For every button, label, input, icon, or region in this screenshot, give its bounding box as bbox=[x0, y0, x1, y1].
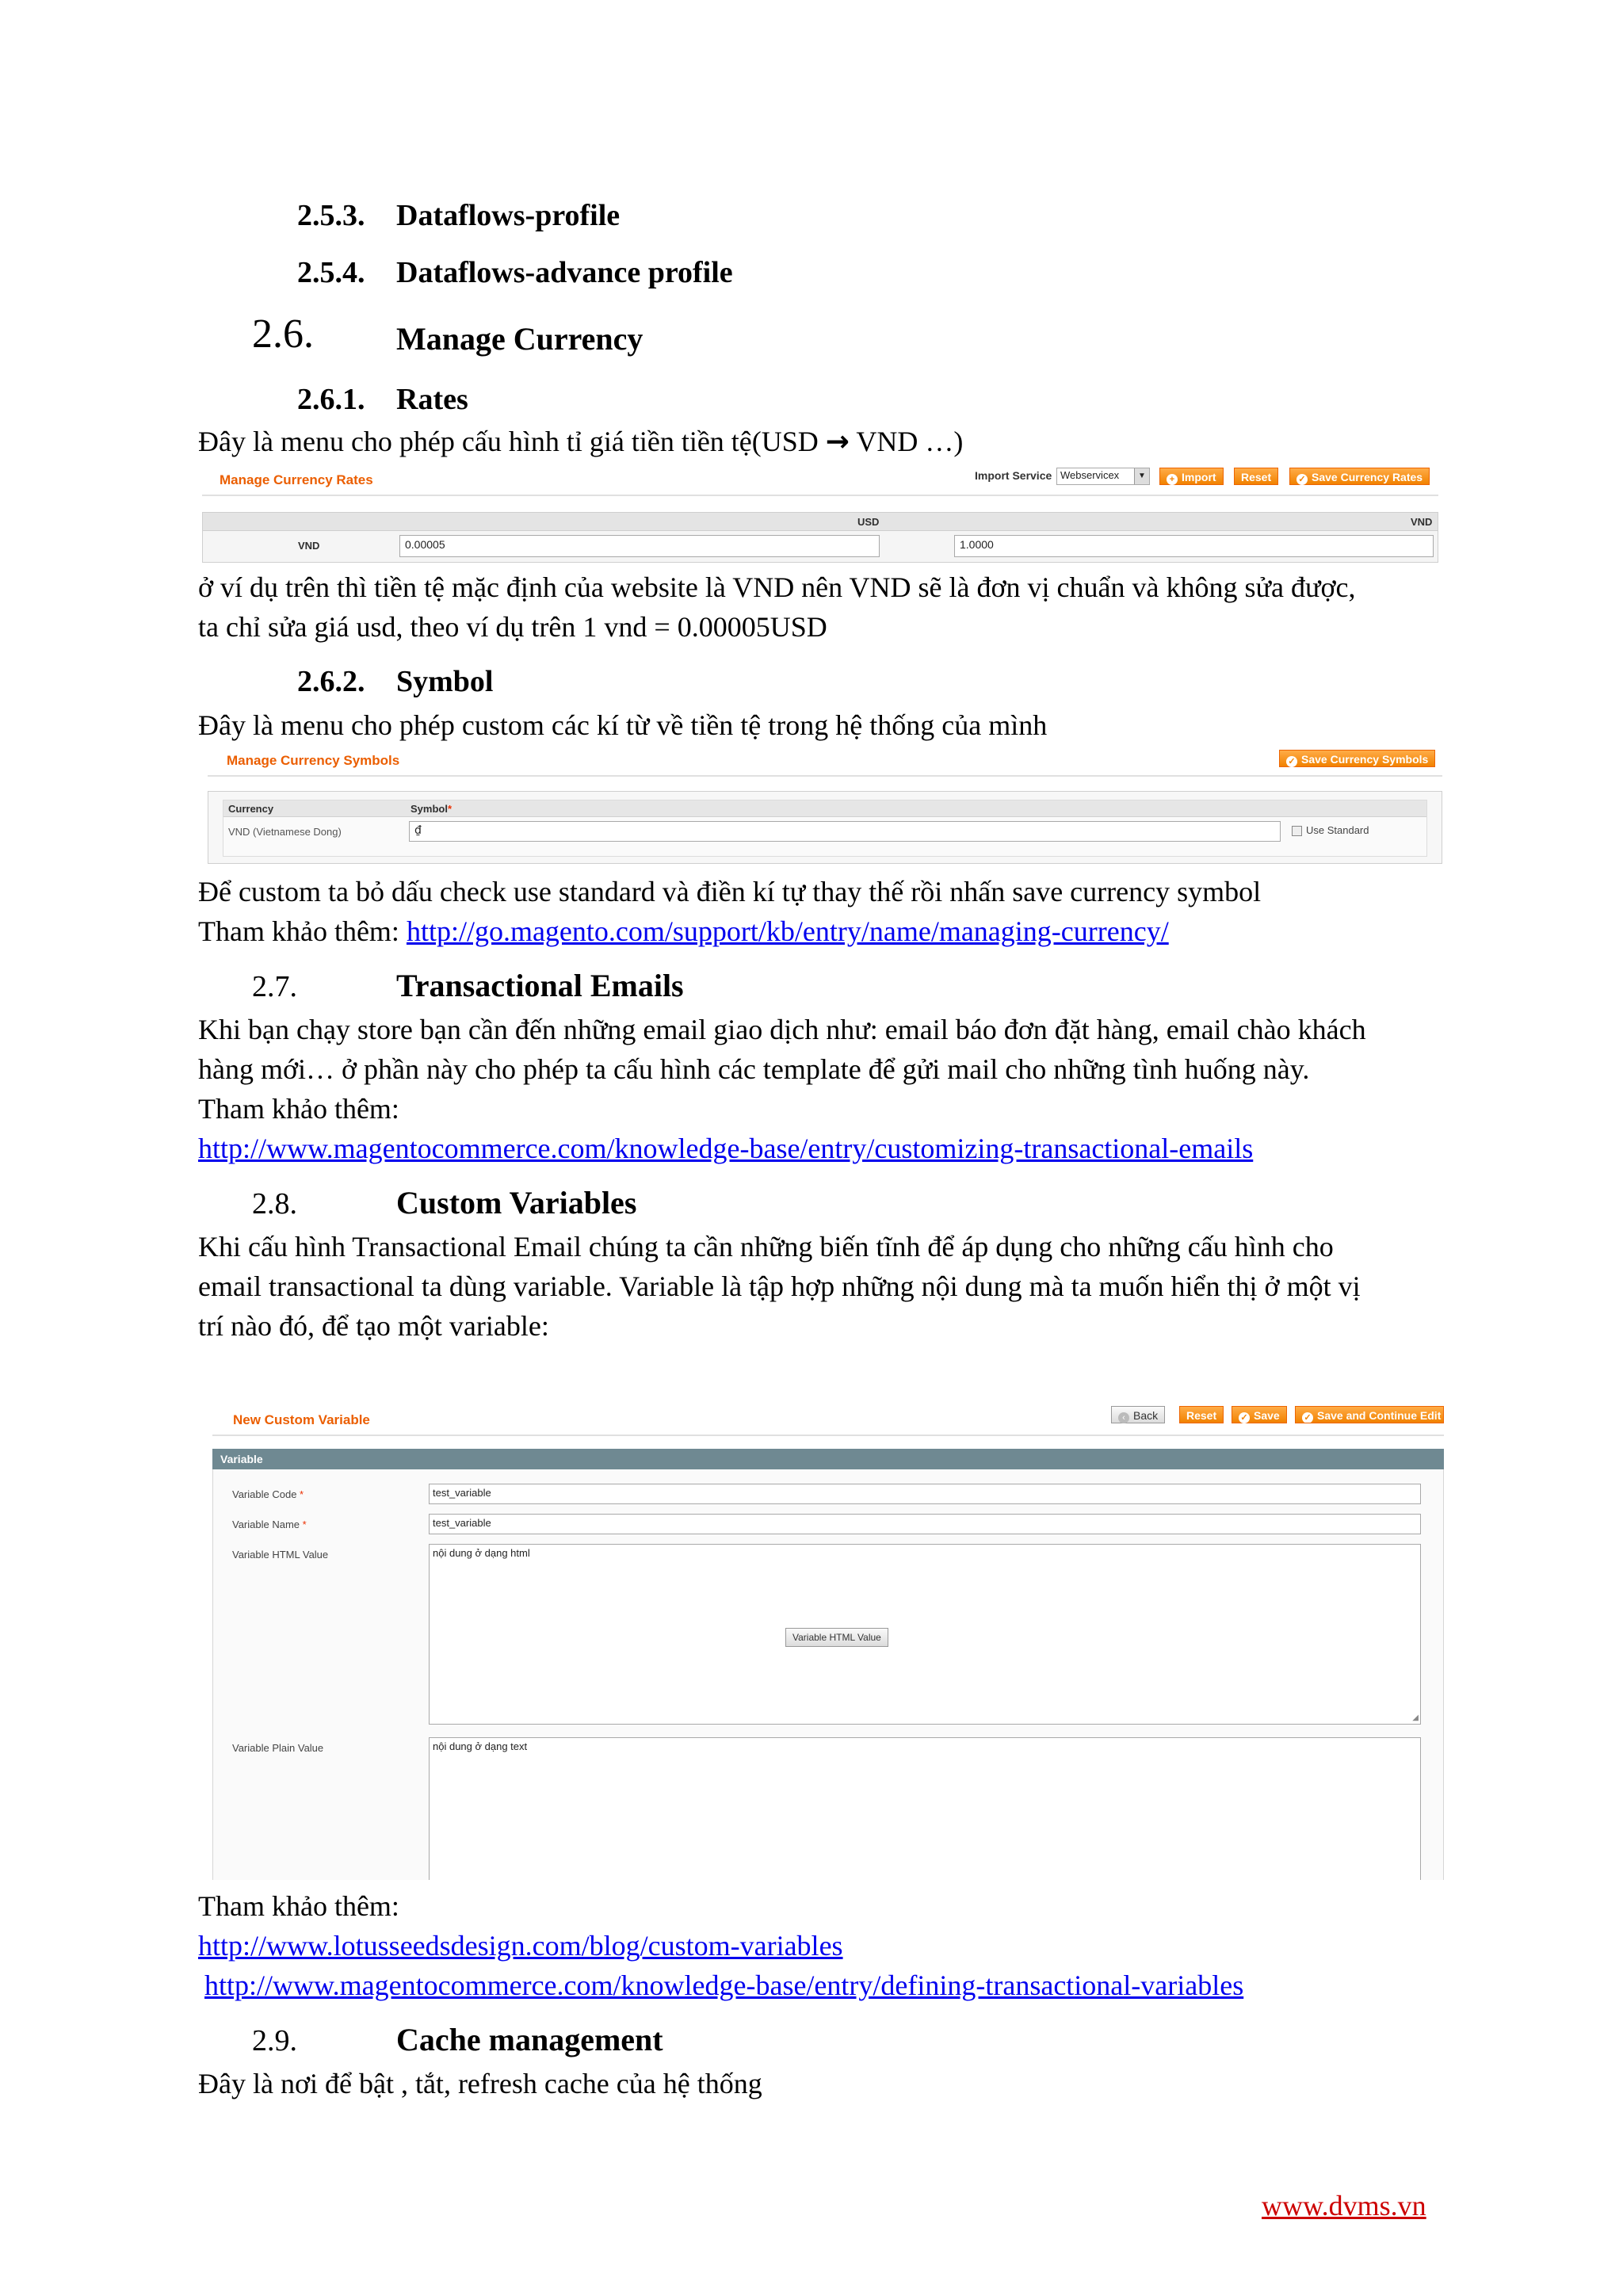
divider bbox=[202, 495, 1438, 496]
reset-button-label: Reset bbox=[1186, 1409, 1217, 1422]
symbols-inner bbox=[223, 800, 1427, 857]
html-button-label: Variable HTML Value bbox=[792, 1632, 881, 1643]
variable-plain-textarea[interactable] bbox=[429, 1737, 1421, 1880]
symbol-value: ₫ bbox=[414, 824, 422, 837]
heading-2-5-4 bbox=[297, 255, 733, 290]
required-mark: * bbox=[447, 803, 453, 815]
section-number: 2.9. bbox=[252, 2024, 297, 2057]
rates-intro-text-end: VND …) bbox=[856, 426, 964, 457]
section-title: Dataflows-advance profile bbox=[396, 256, 733, 289]
label-text: Variable Code bbox=[232, 1488, 297, 1500]
save-currency-rates-button[interactable] bbox=[1289, 468, 1430, 485]
required-mark: * bbox=[300, 1488, 304, 1500]
section-title: Rates bbox=[396, 383, 468, 416]
back-button-label: Back bbox=[1133, 1409, 1159, 1422]
table-header bbox=[223, 800, 1426, 817]
transactional-text-line-1: Khi bạn chạy store bạn cần đến những email giao dịch như: email báo đơn đặt hàng, email chào khách bbox=[198, 1014, 1366, 1045]
variables-text-line-2: email transactional ta dùng variable. Variable là tập hợp những nội dung mà ta muốn hiển thị ở một vị bbox=[198, 1270, 1361, 1302]
section-number: 2.8. bbox=[252, 1187, 297, 1221]
section-number: 2.6.2. bbox=[297, 665, 365, 698]
vnd-rate-value: 1.0000 bbox=[960, 538, 994, 551]
back-arrow-icon: ‹ bbox=[1118, 1412, 1129, 1423]
symbol-note: Để custom ta bỏ dấu check use standard và điền kí tự thay thế rồi nhấn save currency symbol bbox=[198, 876, 1262, 907]
rates-table bbox=[202, 512, 1438, 563]
page-title: Manage Currency Symbols bbox=[227, 753, 400, 768]
custom-variables-link[interactable]: http://www.lotusseedsdesign.com/blog/custom-variables bbox=[198, 1930, 843, 1962]
column-header-currency: Currency bbox=[228, 803, 274, 815]
check-icon: ✓ bbox=[1302, 1412, 1313, 1423]
page-title: New Custom Variable bbox=[233, 1412, 370, 1427]
heading-2-6 bbox=[252, 311, 727, 357]
plus-icon: + bbox=[1167, 474, 1178, 485]
reference-label: Tham khảo thêm: bbox=[198, 915, 407, 947]
symbol-input[interactable] bbox=[409, 821, 1281, 842]
transactional-emails-link[interactable]: http://www.magentocommerce.com/knowledge-base/entry/customizing-transactional-emails bbox=[198, 1133, 1254, 1164]
symbol-header-text: Symbol bbox=[411, 803, 448, 815]
variable-html-value: nội dung ở dạng html bbox=[433, 1547, 530, 1559]
import-service-label: Import Service bbox=[975, 469, 1052, 482]
heading-2-8 bbox=[252, 1184, 886, 1221]
transactional-reference-label: Tham khảo thêm: bbox=[198, 1093, 399, 1125]
import-service-select[interactable] bbox=[1056, 468, 1150, 485]
section-number: 2.7. bbox=[252, 970, 297, 1003]
table-header bbox=[203, 513, 1438, 531]
variable-code-value: test_variable bbox=[433, 1487, 491, 1499]
currency-symbols-screenshot bbox=[208, 743, 1442, 864]
heading-2-6-2 bbox=[297, 664, 494, 699]
reset-button[interactable] bbox=[1179, 1406, 1224, 1423]
variables-reference-label: Tham khảo thêm: bbox=[198, 1890, 399, 1922]
section-title: Cache management bbox=[396, 2022, 663, 2057]
page-title: Manage Currency Rates bbox=[220, 472, 373, 487]
rates-note-line-1: ở ví dụ trên thì tiền tệ mặc định của website là VND nên VND sẽ là đơn vị chuẩn và không sửa được, bbox=[198, 571, 1356, 603]
new-custom-variable-screenshot bbox=[212, 1396, 1444, 1880]
variable-name-input[interactable] bbox=[429, 1514, 1421, 1534]
heading-2-5-3 bbox=[297, 198, 621, 233]
column-header-usd: USD bbox=[857, 516, 880, 528]
check-icon: ✓ bbox=[1239, 1412, 1250, 1423]
resize-handle-icon[interactable]: ◢ bbox=[1412, 1713, 1419, 1722]
panel-title: Variable bbox=[220, 1453, 263, 1465]
save-button[interactable] bbox=[1232, 1406, 1287, 1423]
arrow-icon: → bbox=[825, 426, 850, 458]
variables-text-line-1: Khi cấu hình Transactional Email chúng ta cần những biến tĩnh để áp dụng cho những cấu hình cho bbox=[198, 1231, 1334, 1263]
variable-code-input[interactable] bbox=[429, 1484, 1421, 1504]
back-button[interactable] bbox=[1111, 1406, 1165, 1423]
symbol-intro: Đây là menu cho phép custom các kí từ về tiền tệ trong hệ thống của mình bbox=[198, 709, 1048, 741]
vnd-rate-input[interactable] bbox=[954, 535, 1434, 557]
variable-name-label bbox=[232, 1519, 307, 1530]
divider bbox=[212, 1435, 1444, 1436]
variable-plain-label: Variable Plain Value bbox=[232, 1742, 324, 1754]
heading-2-7 bbox=[252, 967, 886, 1004]
save-button-label: Save bbox=[1254, 1409, 1280, 1422]
use-standard-label: Use Standard bbox=[1306, 824, 1369, 836]
usd-rate-input[interactable] bbox=[399, 535, 880, 557]
check-icon: ✓ bbox=[1296, 474, 1308, 485]
transactional-text-line-2: hàng mới… ở phần này cho phép ta cấu hình các template để gửi mail cho những tình huống này. bbox=[198, 1053, 1310, 1085]
rates-intro bbox=[198, 422, 963, 462]
section-title: Dataflows-profile bbox=[396, 199, 621, 232]
save-button-label: Save Currency Rates bbox=[1312, 471, 1423, 483]
check-icon: ✓ bbox=[1286, 756, 1297, 767]
managing-currency-link[interactable]: http://go.magento.com/support/kb/entry/name/managing-currency/ bbox=[406, 915, 1169, 947]
footer-site-link[interactable]: www.dvms.vn bbox=[1262, 2190, 1426, 2222]
section-number: 2.6. bbox=[252, 311, 314, 357]
usd-rate-value: 0.00005 bbox=[405, 538, 445, 551]
label-text: Variable Name bbox=[232, 1519, 300, 1530]
row-label-vnd: VND bbox=[298, 540, 320, 552]
column-header-symbol bbox=[411, 803, 452, 815]
save-currency-symbols-button[interactable] bbox=[1279, 750, 1435, 767]
variable-plain-value: nội dung ở dạng text bbox=[433, 1740, 528, 1752]
section-title: Transactional Emails bbox=[396, 968, 684, 1003]
save-continue-label: Save and Continue Edit bbox=[1317, 1409, 1442, 1422]
cache-intro: Đây là nơi để bật , tắt, refresh cache của hệ thống bbox=[198, 2068, 762, 2099]
divider bbox=[208, 775, 1442, 777]
variable-html-value-button[interactable] bbox=[785, 1628, 888, 1647]
currency-rates-screenshot bbox=[202, 461, 1438, 563]
section-number: 2.5.3. bbox=[297, 199, 365, 232]
use-standard-checkbox[interactable] bbox=[1292, 826, 1302, 836]
variable-html-textarea[interactable] bbox=[429, 1544, 1421, 1725]
section-number: 2.6.1. bbox=[297, 383, 365, 416]
column-header-vnd: VND bbox=[1411, 516, 1433, 528]
import-service-value: Webservicex bbox=[1060, 469, 1120, 481]
reset-button-label: Reset bbox=[1241, 471, 1272, 483]
required-mark: * bbox=[302, 1519, 307, 1530]
chevron-down-icon[interactable]: ▼ bbox=[1134, 468, 1149, 484]
variable-name-value: test_variable bbox=[433, 1517, 491, 1529]
row-currency-name: VND (Vietnamese Dong) bbox=[228, 826, 342, 838]
heading-2-6-1 bbox=[297, 382, 468, 417]
symbol-reference bbox=[198, 911, 1169, 951]
import-button[interactable] bbox=[1159, 468, 1224, 485]
section-title: Symbol bbox=[396, 665, 494, 698]
variable-html-label: Variable HTML Value bbox=[232, 1549, 329, 1561]
heading-2-9 bbox=[252, 2021, 886, 2058]
variable-code-label bbox=[232, 1488, 304, 1500]
variable-form bbox=[212, 1469, 1444, 1880]
variables-text-line-3: trí nào đó, để tạo một variable: bbox=[198, 1310, 549, 1342]
symbols-table bbox=[208, 791, 1442, 864]
save-and-continue-button[interactable] bbox=[1295, 1406, 1444, 1423]
save-button-label: Save Currency Symbols bbox=[1301, 753, 1429, 766]
variable-panel-header bbox=[212, 1449, 1444, 1469]
rates-intro-text: Đây là menu cho phép cấu hình tỉ giá tiền tiền tệ(USD bbox=[198, 426, 819, 457]
reset-button[interactable] bbox=[1234, 468, 1278, 485]
rates-note-line-2: ta chỉ sửa giá usd, theo ví dụ trên 1 vnd = 0.00005USD bbox=[198, 611, 827, 643]
section-title: Custom Variables bbox=[396, 1185, 637, 1221]
section-title: Manage Currency bbox=[396, 321, 643, 357]
section-number: 2.5.4. bbox=[297, 256, 365, 289]
transactional-variables-link[interactable]: http://www.magentocommerce.com/knowledge-base/entry/defining-transactional-variables bbox=[204, 1969, 1244, 2001]
import-button-label: Import bbox=[1182, 471, 1216, 483]
